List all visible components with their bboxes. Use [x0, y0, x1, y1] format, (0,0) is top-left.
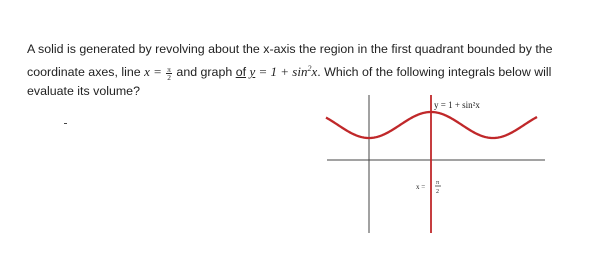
fraction-numerator: π [167, 65, 171, 74]
math-exponent: 2 [307, 64, 312, 73]
question-line-1: A solid is generated by revolving about the x-axis the region in the first quadrant bounded by the [27, 42, 553, 56]
math-equals: = [149, 64, 166, 79]
line2-text-c: . Which of the following integrals below will [317, 65, 552, 79]
line2-text-a: coordinate axes, line [27, 65, 141, 79]
curve-label: y = 1 + sin²x [434, 100, 480, 110]
math-y: y [249, 64, 256, 79]
line2-of: of [235, 65, 247, 79]
line2-text-b: and graph [176, 65, 233, 79]
math-func-arg: x [311, 64, 318, 79]
question-line-3: evaluate its volume? [27, 84, 140, 98]
line-label-pi: π [436, 180, 440, 186]
line-label-x-equals: x = [416, 183, 426, 191]
math-x: x [144, 64, 150, 79]
line-label-two: 2 [436, 189, 439, 195]
fraction-denominator: 2 [167, 73, 171, 82]
math-func-body: = 1 + sin [255, 64, 308, 79]
